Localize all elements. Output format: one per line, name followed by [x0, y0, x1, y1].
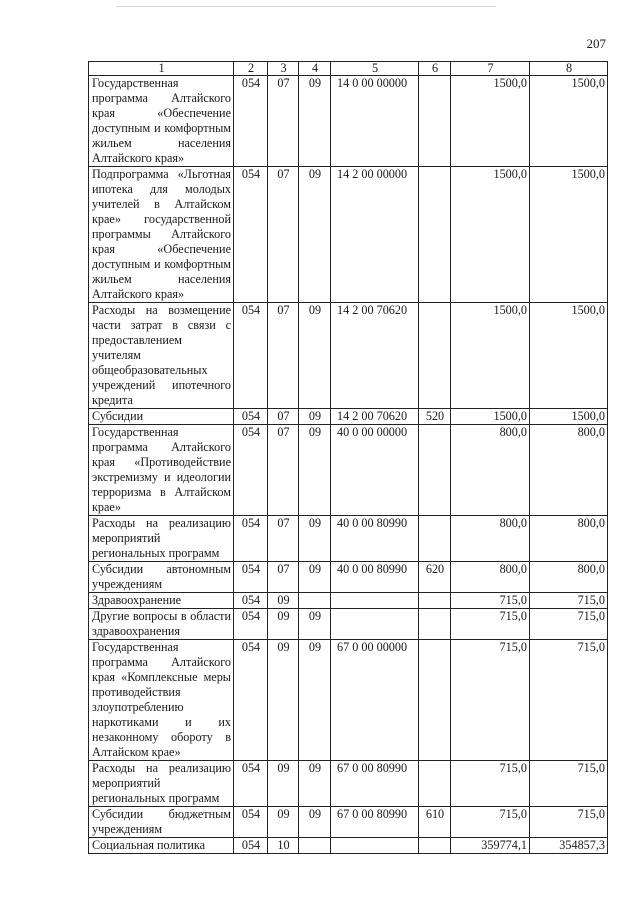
table-row: [89, 609, 608, 640]
amount-cell-year2: 715,0: [530, 640, 608, 761]
expense-type-cell: [419, 609, 451, 640]
table-row: [89, 838, 608, 854]
amount-cell-year1: 359774,1: [451, 838, 530, 854]
expense-type-cell: 520: [419, 409, 451, 425]
section-cell: 07: [268, 76, 299, 167]
row-name-cell: Государственная программа Алтайского края «Обеспечение доступным и комфортным жильем населения Алтайского края»: [89, 76, 234, 167]
row-name-cell: Субсидии автономным учреждениям: [89, 562, 234, 593]
column-header: 3: [268, 62, 299, 76]
subsection-cell: 09: [299, 425, 331, 516]
amount-cell-year1: 1500,0: [451, 409, 530, 425]
table-row: [89, 167, 608, 303]
row-name-cell: Расходы на возмещение части затрат в связи с предоставлением учителям общеобразовательных учреждений ипотечного кредита: [89, 303, 234, 409]
scan-artifact-top: [116, 6, 496, 7]
row-name-cell: Здравоохранение: [89, 593, 234, 609]
grbs-cell: 054: [234, 167, 268, 303]
section-cell: 07: [268, 425, 299, 516]
expense-type-cell: 620: [419, 562, 451, 593]
amount-cell-year2: 715,0: [530, 761, 608, 807]
row-name-cell: Субсидии: [89, 409, 234, 425]
grbs-cell: 054: [234, 761, 268, 807]
amount-cell-year2: 800,0: [530, 516, 608, 562]
amount-cell-year1: 715,0: [451, 593, 530, 609]
expense-type-cell: [419, 167, 451, 303]
section-cell: 07: [268, 516, 299, 562]
amount-cell-year2: 715,0: [530, 609, 608, 640]
grbs-cell: 054: [234, 640, 268, 761]
amount-cell-year2: 1500,0: [530, 167, 608, 303]
amount-cell-year2: 1500,0: [530, 303, 608, 409]
amount-cell-year2: 715,0: [530, 807, 608, 838]
section-cell: 07: [268, 303, 299, 409]
subsection-cell: [299, 593, 331, 609]
amount-cell-year1: 800,0: [451, 562, 530, 593]
table-row: [89, 807, 608, 838]
target-article-cell: 67 0 00 00000: [331, 640, 419, 761]
column-header: 7: [451, 62, 530, 76]
amount-cell-year2: 715,0: [530, 593, 608, 609]
grbs-cell: 054: [234, 807, 268, 838]
column-header: 4: [299, 62, 331, 76]
section-cell: 09: [268, 807, 299, 838]
subsection-cell: 09: [299, 409, 331, 425]
column-header: 2: [234, 62, 268, 76]
section-cell: 09: [268, 609, 299, 640]
grbs-cell: 054: [234, 562, 268, 593]
target-article-cell: 14 2 00 70620: [331, 303, 419, 409]
table-row: [89, 425, 608, 516]
expense-type-cell: [419, 303, 451, 409]
section-cell: 07: [268, 167, 299, 303]
table-body: [89, 76, 608, 854]
grbs-cell: 054: [234, 838, 268, 854]
column-header: 6: [419, 62, 451, 76]
amount-cell-year2: 800,0: [530, 425, 608, 516]
row-name-cell: Государственная программа Алтайского края «Комплексные меры противодействия злоупотреблению наркотиками и их незаконному обороту в Алтайском крае»: [89, 640, 234, 761]
grbs-cell: 054: [234, 409, 268, 425]
row-name-cell: Расходы на реализацию мероприятий региональных программ: [89, 761, 234, 807]
section-cell: 07: [268, 409, 299, 425]
subsection-cell: 09: [299, 609, 331, 640]
amount-cell-year1: 715,0: [451, 640, 530, 761]
amount-cell-year1: 1500,0: [451, 167, 530, 303]
column-header: 5: [331, 62, 419, 76]
row-name-cell: Субсидии бюджетным учреждениям: [89, 807, 234, 838]
table-row: [89, 562, 608, 593]
target-article-cell: 14 0 00 00000: [331, 76, 419, 167]
subsection-cell: 09: [299, 516, 331, 562]
amount-cell-year2: 800,0: [530, 562, 608, 593]
table-row: [89, 303, 608, 409]
subsection-cell: [299, 838, 331, 854]
amount-cell-year1: 715,0: [451, 761, 530, 807]
section-cell: 09: [268, 640, 299, 761]
amount-cell-year1: 1500,0: [451, 303, 530, 409]
amount-cell-year1: 1500,0: [451, 76, 530, 167]
row-name-cell: Социальная политика: [89, 838, 234, 854]
target-article-cell: 67 0 00 80990: [331, 761, 419, 807]
grbs-cell: 054: [234, 303, 268, 409]
expense-type-cell: 610: [419, 807, 451, 838]
amount-cell-year1: 800,0: [451, 516, 530, 562]
amount-cell-year1: 715,0: [451, 807, 530, 838]
amount-cell-year1: 715,0: [451, 609, 530, 640]
table-row: [89, 640, 608, 761]
expense-type-cell: [419, 425, 451, 516]
target-article-cell: 14 2 00 00000: [331, 167, 419, 303]
expense-type-cell: [419, 838, 451, 854]
amount-cell-year2: 1500,0: [530, 409, 608, 425]
row-name-cell: Подпрограмма «Льготная ипотека для молодых учителей в Алтайском крае» государственной программы Алтайского края «Обеспечение доступным и комфортным жильем населения Алтайского края»: [89, 167, 234, 303]
table-row: [89, 76, 608, 167]
amount-cell-year2: 354857,3: [530, 838, 608, 854]
expense-type-cell: [419, 640, 451, 761]
table-row: [89, 761, 608, 807]
table-header-row: [89, 62, 608, 76]
grbs-cell: 054: [234, 593, 268, 609]
target-article-cell: [331, 593, 419, 609]
budget-table: [88, 61, 608, 854]
target-article-cell: 40 0 00 80990: [331, 562, 419, 593]
expense-type-cell: [419, 76, 451, 167]
section-cell: 10: [268, 838, 299, 854]
grbs-cell: 054: [234, 609, 268, 640]
row-name-cell: Другие вопросы в области здравоохранения: [89, 609, 234, 640]
amount-cell-year2: 1500,0: [530, 76, 608, 167]
grbs-cell: 054: [234, 516, 268, 562]
grbs-cell: 054: [234, 425, 268, 516]
section-cell: 09: [268, 761, 299, 807]
section-cell: 09: [268, 593, 299, 609]
expense-type-cell: [419, 761, 451, 807]
target-article-cell: 40 0 00 00000: [331, 425, 419, 516]
table-row: [89, 593, 608, 609]
amount-cell-year1: 800,0: [451, 425, 530, 516]
subsection-cell: 09: [299, 562, 331, 593]
subsection-cell: 09: [299, 76, 331, 167]
row-name-cell: Расходы на реализацию мероприятий региональных программ: [89, 516, 234, 562]
subsection-cell: 09: [299, 303, 331, 409]
column-header: 8: [530, 62, 608, 76]
subsection-cell: 09: [299, 167, 331, 303]
target-article-cell: 14 2 00 70620: [331, 409, 419, 425]
target-article-cell: [331, 838, 419, 854]
subsection-cell: 09: [299, 761, 331, 807]
subsection-cell: 09: [299, 640, 331, 761]
row-name-cell: Государственная программа Алтайского края «Противодействие экстремизму и идеологии терроризма в Алтайском крае»: [89, 425, 234, 516]
table-row: [89, 409, 608, 425]
page-number: 207: [586, 36, 606, 51]
target-article-cell: 67 0 00 80990: [331, 807, 419, 838]
section-cell: 07: [268, 562, 299, 593]
grbs-cell: 054: [234, 76, 268, 167]
column-header: 1: [89, 62, 234, 76]
table-row: [89, 516, 608, 562]
expense-type-cell: [419, 516, 451, 562]
target-article-cell: 40 0 00 80990: [331, 516, 419, 562]
subsection-cell: 09: [299, 807, 331, 838]
target-article-cell: [331, 609, 419, 640]
expense-type-cell: [419, 593, 451, 609]
